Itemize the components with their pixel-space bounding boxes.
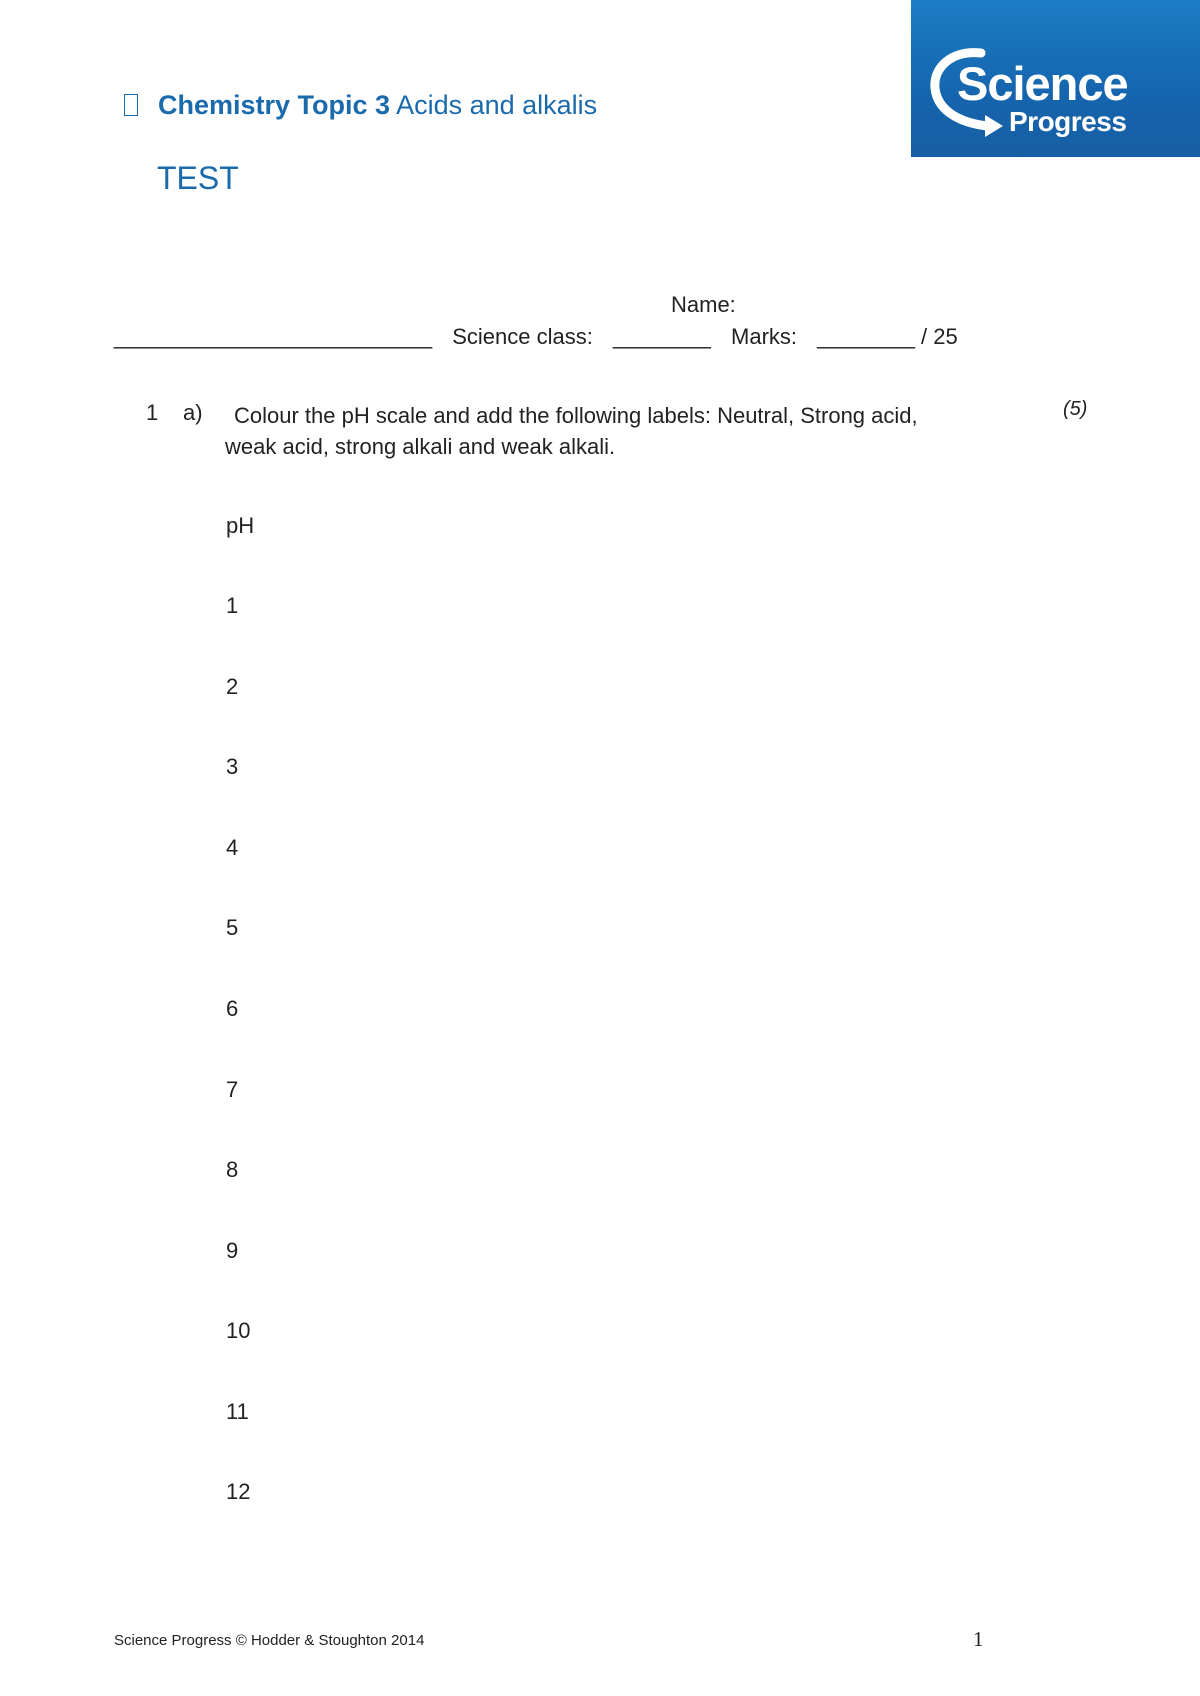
logo-word-progress: Progress <box>1009 106 1127 137</box>
ph-value: 8 <box>226 1157 239 1182</box>
ph-value: 3 <box>226 754 239 779</box>
question-part: a) <box>183 400 203 425</box>
ph-heading: pH <box>226 513 255 538</box>
class-blank[interactable]: ________ <box>613 324 711 349</box>
question-text-continued: weak acid, strong alkali and weak alkali. <box>225 434 616 459</box>
title-subject: Acids and alkalis <box>396 90 598 120</box>
title-topic: Chemistry Topic 3 <box>158 90 391 120</box>
page-number: 1 <box>973 1627 984 1651</box>
ph-value: 12 <box>226 1479 251 1504</box>
ph-value: 5 <box>226 915 239 940</box>
logo-word-science: Science <box>957 57 1128 110</box>
question-marks: (5) <box>1063 398 1088 420</box>
test-heading: TEST <box>157 160 239 196</box>
page-title <box>124 90 597 121</box>
ph-value: 6 <box>226 996 239 1021</box>
student-details-line <box>114 324 972 350</box>
question-number: 1 <box>146 400 159 425</box>
document-square-icon <box>124 94 138 116</box>
ph-value: 1 <box>226 593 239 618</box>
footer-credit: Science Progress © Hodder & Stoughton 2014 <box>114 1632 425 1649</box>
ph-value: 2 <box>226 674 239 699</box>
class-label: Science class: <box>452 324 593 349</box>
ph-value: 10 <box>226 1318 251 1343</box>
name-label: Name: <box>671 292 736 317</box>
ph-value: 11 <box>226 1399 249 1424</box>
ph-value: 4 <box>226 835 239 860</box>
science-progress-logo <box>911 0 1200 157</box>
marks-total: / 25 <box>921 324 958 349</box>
question-text: Colour the pH scale and add the following labels: Neutral, Strong acid, <box>234 403 918 428</box>
ph-value: 7 <box>226 1077 239 1102</box>
name-blank[interactable]: __________________________ <box>114 324 433 349</box>
marks-label: Marks: <box>731 324 798 349</box>
marks-blank[interactable]: ________ <box>817 324 916 349</box>
ph-value: 9 <box>226 1238 239 1263</box>
